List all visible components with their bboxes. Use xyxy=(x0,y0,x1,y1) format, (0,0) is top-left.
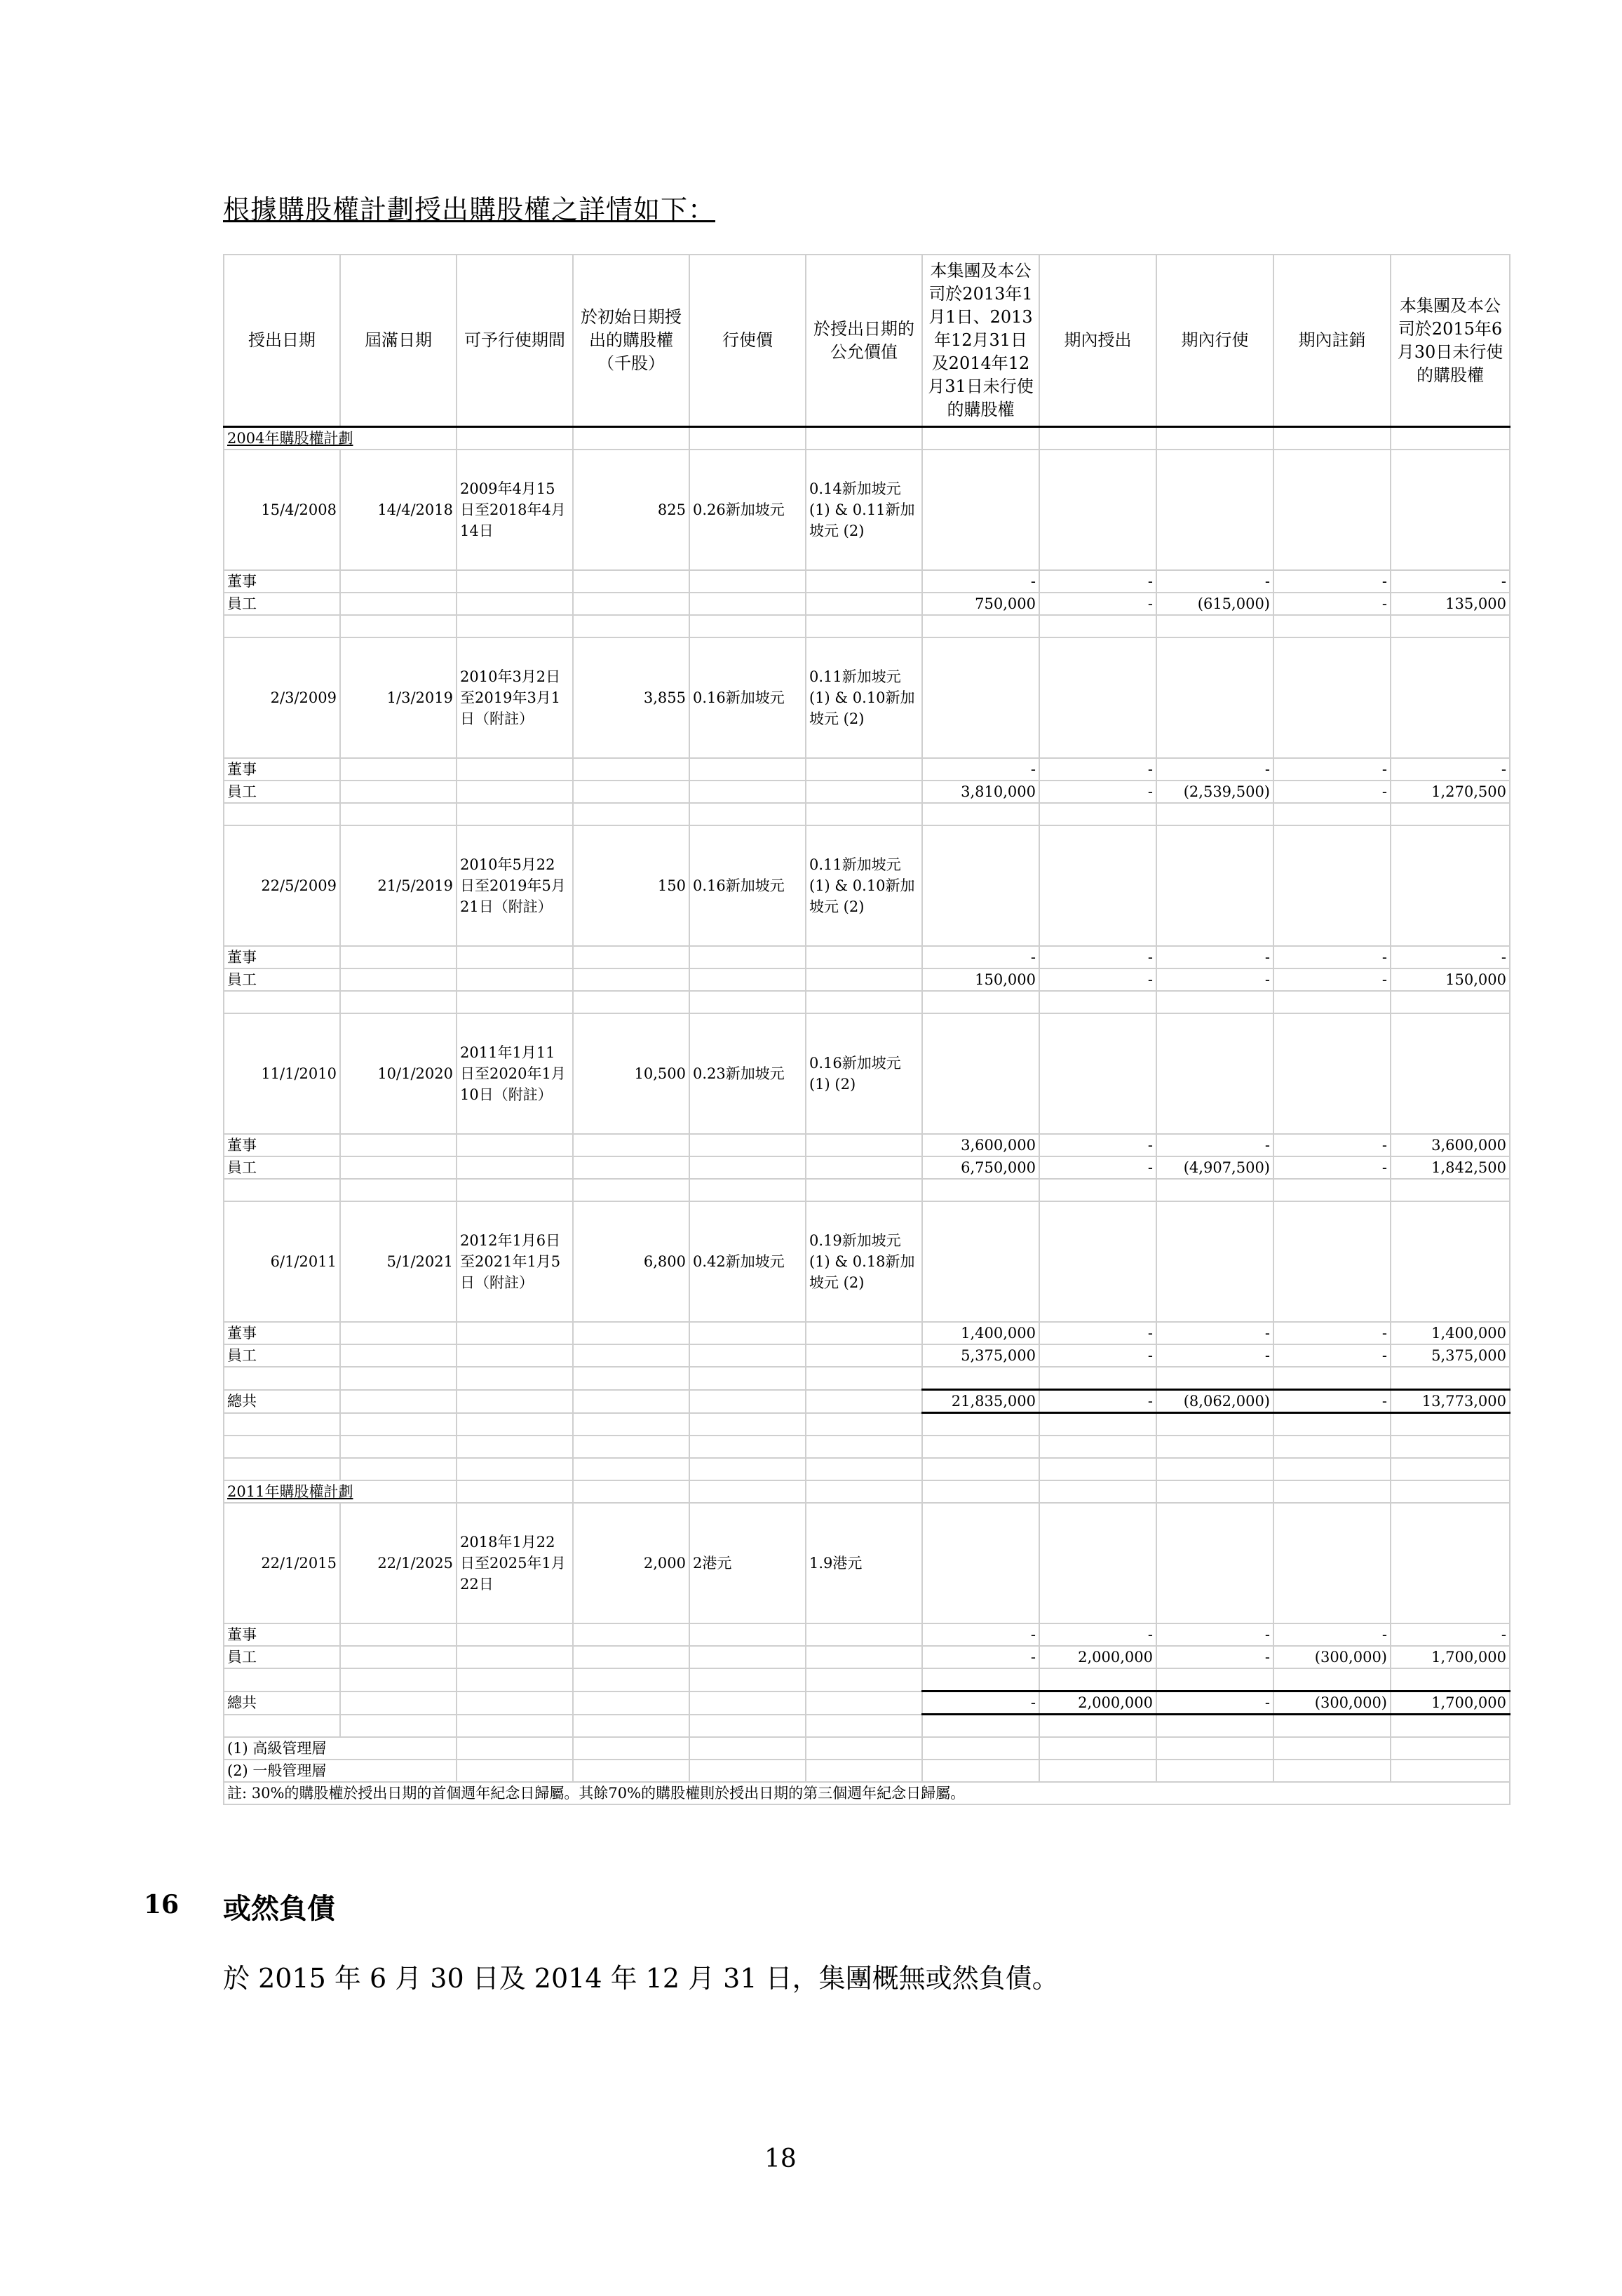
plan-2004-title: 2004年購股權計劃 xyxy=(224,427,457,450)
grant-row xyxy=(224,1503,1510,1623)
director-row: 董事 3,600,000 - - - 3,600,000 xyxy=(224,1134,1510,1156)
exercise-period: 2009年4月15日至2018年4月14日 xyxy=(457,450,573,570)
col-header: 於授出日期的公允價值 xyxy=(806,255,922,427)
exercise-price: 0.16新加坡元 xyxy=(689,825,806,946)
grant-row xyxy=(224,637,1510,758)
exercise-period: 2010年5月22日至2019年5月21日（附註） xyxy=(457,825,573,946)
fair-value: 0.11新加坡元 (1) & 0.10新加坡元 (2) xyxy=(806,825,922,946)
col-header: 屆滿日期 xyxy=(340,255,457,427)
grant-date: 6/1/2011 xyxy=(224,1201,340,1322)
section-number: 16 xyxy=(144,1890,180,1919)
grant-date: 11/1/2010 xyxy=(224,1013,340,1134)
initial-options: 6,800 xyxy=(573,1201,689,1322)
col-header: 期內行使 xyxy=(1156,255,1273,427)
total-row-2004: 總共 21,835,000 - (8,062,000) - 13,773,000 xyxy=(224,1390,1510,1413)
initial-options: 150 xyxy=(573,825,689,946)
exercise-price: 0.16新加坡元 xyxy=(689,637,806,758)
grant-date: 2/3/2009 xyxy=(224,637,340,758)
fair-value: 1.9港元 xyxy=(806,1503,922,1623)
col-header: 於初始日期授出的購股權（千股） xyxy=(573,255,689,427)
employee-row: 員工 750,000 - (615,000) - 135,000 xyxy=(224,593,1510,615)
exercise-price: 2港元 xyxy=(689,1503,806,1623)
director-row: 董事 - - - - - xyxy=(224,570,1510,593)
grant-date: 22/5/2009 xyxy=(224,825,340,946)
employee-row: 員工 150,000 - - - 150,000 xyxy=(224,968,1510,991)
expiry-date: 21/5/2019 xyxy=(340,825,457,946)
initial-options: 2,000 xyxy=(573,1503,689,1623)
grant-date: 22/1/2015 xyxy=(224,1503,340,1623)
footnote: (1) 高級管理層 xyxy=(224,1737,457,1760)
col-header: 本集團及本公司於2015年6月30日未行使的購股權 xyxy=(1391,255,1510,427)
expiry-date: 22/1/2025 xyxy=(340,1503,457,1623)
footnote: (2) 一般管理層 xyxy=(224,1760,457,1782)
exercise-period: 2018年1月22日至2025年1月22日 xyxy=(457,1503,573,1623)
share-option-table xyxy=(223,254,1511,1805)
fair-value: 0.19新加坡元 (1) & 0.18新加坡元 (2) xyxy=(806,1201,922,1322)
total-row-2011: 總共 - 2,000,000 - (300,000) 1,700,000 xyxy=(224,1691,1510,1715)
col-header: 期內授出 xyxy=(1039,255,1156,427)
fair-value: 0.14新加坡元 (1) & 0.11新加坡元 (2) xyxy=(806,450,922,570)
exercise-period: 2012年1月6日至2021年1月5日（附註） xyxy=(457,1201,573,1322)
section-body: 於 2015 年 6 月 30 日及 2014 年 12 月 31 日，集團概無或然負債。 xyxy=(223,1963,1059,1994)
section-title: 或然負債 xyxy=(223,1892,335,1925)
employee-row: 員工 3,810,000 - (2,539,500) - 1,270,500 xyxy=(224,781,1510,803)
exercise-period: 2011年1月11日至2020年1月10日（附註） xyxy=(457,1013,573,1134)
header-row xyxy=(224,255,1510,427)
expiry-date: 5/1/2021 xyxy=(340,1201,457,1322)
col-header: 可予行使期間 xyxy=(457,255,573,427)
exercise-period: 2010年3月2日至2019年3月1日（附註） xyxy=(457,637,573,758)
page-number: 18 xyxy=(764,2145,797,2173)
vesting-note: 註: 30%的購股權於授出日期的首個週年紀念日歸屬。其餘70%的購股權則於授出日期的第三個週年紀念日歸屬。 xyxy=(224,1782,1510,1804)
grant-row xyxy=(224,825,1510,946)
employee-row: 員工 6,750,000 - (4,907,500) - 1,842,500 xyxy=(224,1156,1510,1179)
expiry-date: 1/3/2019 xyxy=(340,637,457,758)
initial-options: 10,500 xyxy=(573,1013,689,1134)
employee-row: 員工 5,375,000 - - - 5,375,000 xyxy=(224,1344,1510,1367)
grant-row xyxy=(224,450,1510,570)
director-row: 董事 - - - - - xyxy=(224,946,1510,968)
table-heading: 根據購股權計劃授出購股權之詳情如下： xyxy=(223,194,716,225)
initial-options: 825 xyxy=(573,450,689,570)
exercise-price: 0.26新加坡元 xyxy=(689,450,806,570)
director-row: 董事 - - - - - xyxy=(224,1623,1510,1646)
expiry-date: 14/4/2018 xyxy=(340,450,457,570)
fair-value: 0.16新加坡元 (1) (2) xyxy=(806,1013,922,1134)
fair-value: 0.11新加坡元 (1) & 0.10新加坡元 (2) xyxy=(806,637,922,758)
col-header: 期內註銷 xyxy=(1273,255,1391,427)
col-header: 本集團及本公司於2013年1月1日、2013年12月31日及2014年12月31日未行使的購股權 xyxy=(922,255,1039,427)
director-row: 董事 - - - - - xyxy=(224,758,1510,781)
director-row: 董事 1,400,000 - - - 1,400,000 xyxy=(224,1322,1510,1344)
expiry-date: 10/1/2020 xyxy=(340,1013,457,1134)
col-header: 行使價 xyxy=(689,255,806,427)
col-header: 授出日期 xyxy=(224,255,340,427)
employee-row: 員工 - 2,000,000 - (300,000) 1,700,000 xyxy=(224,1646,1510,1668)
plan-2011-title: 2011年購股權計劃 xyxy=(224,1480,457,1503)
exercise-price: 0.42新加坡元 xyxy=(689,1201,806,1322)
grant-row xyxy=(224,1013,1510,1134)
grant-date: 15/4/2008 xyxy=(224,450,340,570)
exercise-price: 0.23新加坡元 xyxy=(689,1013,806,1134)
grant-row xyxy=(224,1201,1510,1322)
initial-options: 3,855 xyxy=(573,637,689,758)
